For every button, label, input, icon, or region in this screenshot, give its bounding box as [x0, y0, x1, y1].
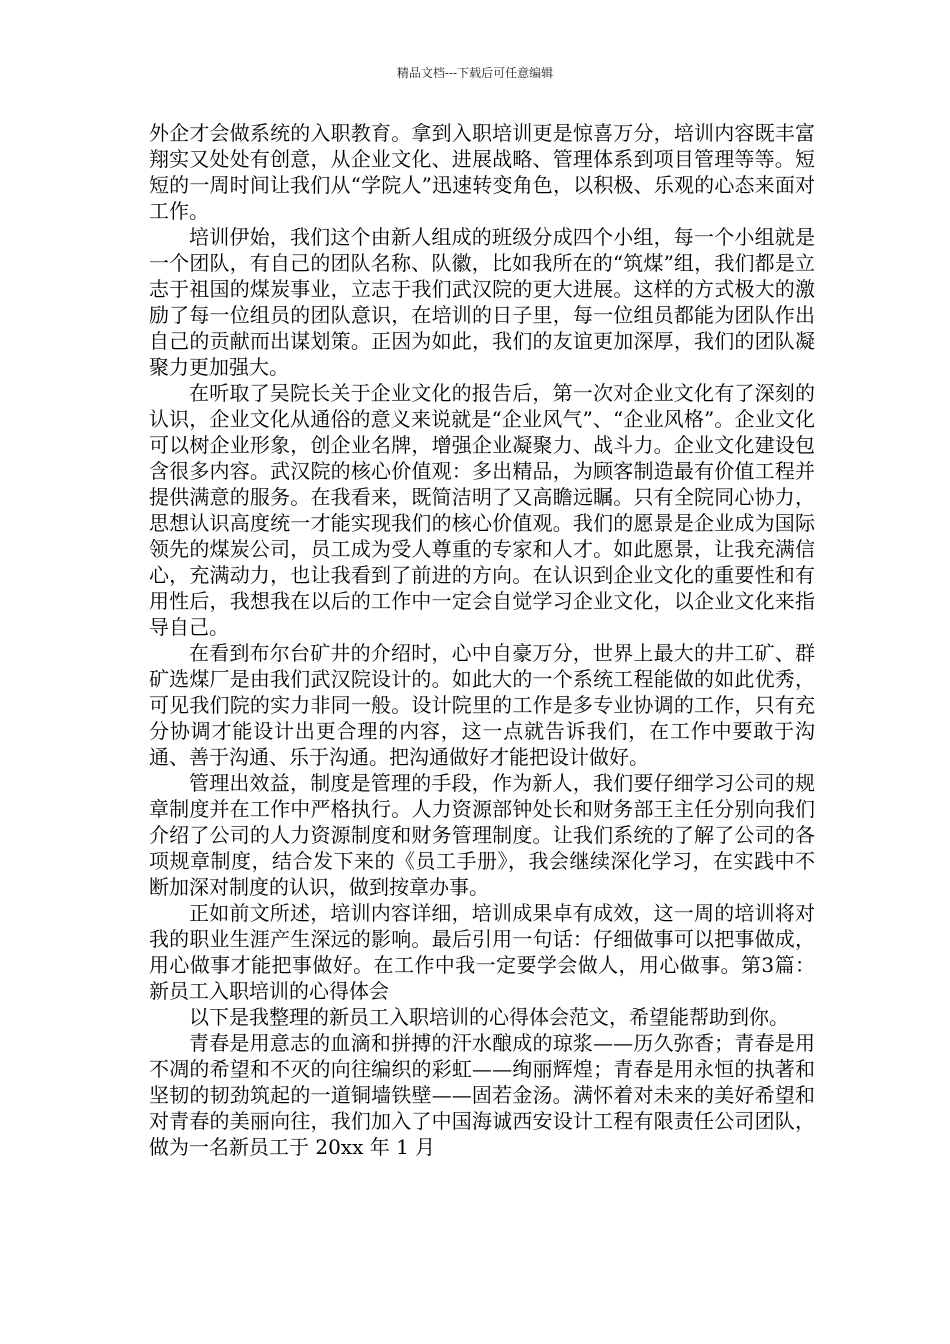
- paragraph: 在看到布尔台矿井的介绍时，心中自豪万分，世界上最大的井工矿、群矿选煤厂是由我们武汉院设计的。如此大的一个系统工程能做的如此优秀，可见我们院的实力非同一般。设计院里的工作是多专业协调的工作，只有充分协调才能设计出更合理的内容，这一点就告诉我们，在工作中要敢于沟通、善于沟通、乐于沟通。把沟通做好才能把设计做好。: [149, 641, 815, 769]
- paragraph: 管理出效益，制度是管理的手段，作为新人，我们要仔细学习公司的规章制度并在工作中严格执行。人力资源部钟处长和财务部王主任分别向我们介绍了公司的人力资源制度和财务管理制度。让我们系统的了解了公司的各项规章制度，结合发下来的《员工手册》，我会继续深化学习，在实践中不断加深对制度的认识，做到按章办事。: [149, 771, 815, 899]
- page-header: 精品文档---下载后可任意编辑: [396, 66, 554, 80]
- paragraph: 外企才会做系统的入职教育。拿到入职培训更是惊喜万分，培训内容既丰富翔实又处处有创意，从企业文化、进展战略、管理体系到项目管理等等。短短的一周时间让我们从“学院人”迅速转变角色，以积极、乐观的心态来面对工作。: [149, 121, 815, 223]
- paragraph: 培训伊始，我们这个由新人组成的班级分成四个小组，每一个小组就是一个团队，有自己的团队名称、队徽，比如我所在的“筑煤”组，我们都是立志于祖国的煤炭事业，立志于我们武汉院的更大进展。这样的方式极大的激励了每一位组员的团队意识，在培训的日子里，每一位组员都能为团队作出自己的贡献而出谋划策。正因为如此，我们的友谊更加深厚，我们的团队凝聚力更加强大。: [149, 225, 815, 379]
- document-body: [149, 120, 815, 1160]
- paragraph: 在听取了吴院长关于企业文化的报告后，第一次对企业文化有了深刻的认识，企业文化从通俗的意义来说就是“企业风气”、“企业风格”。企业文化可以树企业形象，创企业名牌，增强企业凝聚力、战斗力。企业文化建设包含很多内容。武汉院的核心价值观：多出精品，为顾客制造最有价值工程并提供满意的服务。在我看来，既简洁明了又高瞻远瞩。只有全院同心协力，思想认识高度统一才能实现我们的核心价值观。我们的愿景是企业成为国际领先的煤炭公司，员工成为受人尊重的专家和人才。如此愿景，让我充满信心，充满动力，也让我看到了前进的方向。在认识到企业文化的重要性和有用性后，我想我在以后的工作中一定会自觉学习企业文化，以企业文化来指导自己。: [149, 381, 815, 639]
- paragraph: 青春是用意志的血滴和拼搏的汗水酿成的琼浆——历久弥香；青春是用不凋的希望和不灭的向往编织的彩虹——绚丽辉煌；青春是用永恒的执著和坚韧的韧劲筑起的一道铜墙铁壁——固若金汤。满怀着对未来的美好希望和对青春的美丽向往，我们加入了中国海诚西安设计工程有限责任公司团队，做为一名新员工于 20xx 年 1 月: [149, 1031, 815, 1159]
- paragraph: 正如前文所述，培训内容详细，培训成果卓有成效，这一周的培训将对我的职业生涯产生深远的影响。最后引用一句话：仔细做事可以把事做成，用心做事才能把事做好。在工作中我一定要学会做人，用心做事。第3篇：新员工入职培训的心得体会: [149, 901, 815, 1003]
- paragraph: 以下是我整理的新员工入职培训的心得体会范文，希望能帮助到你。: [189, 1005, 789, 1029]
